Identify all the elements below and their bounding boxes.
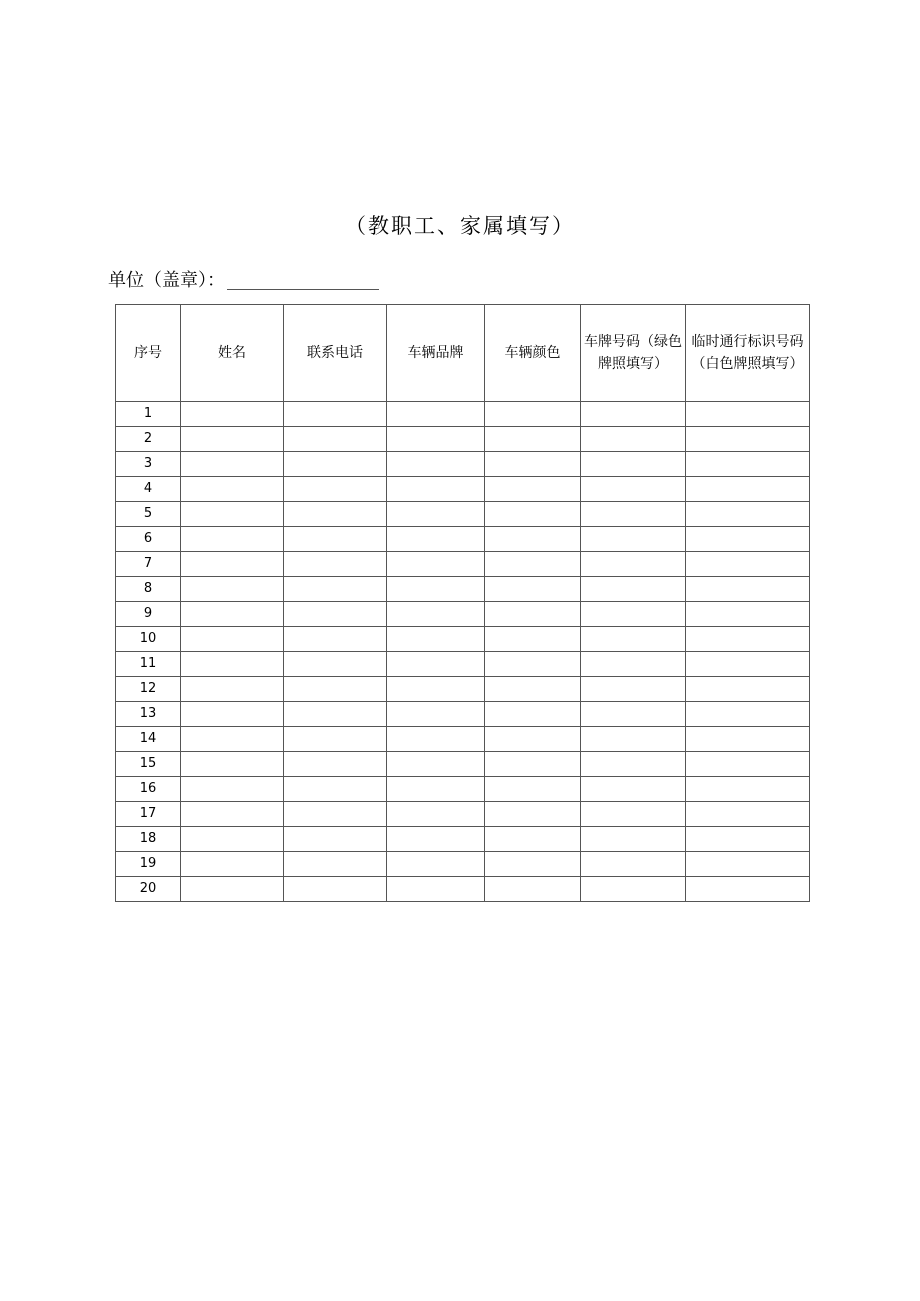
name-cell[interactable] (181, 677, 284, 702)
phone-cell[interactable] (284, 552, 387, 577)
color-cell[interactable] (485, 577, 581, 602)
pass-id-cell[interactable] (686, 752, 810, 777)
name-cell[interactable] (181, 502, 284, 527)
table-row (116, 477, 810, 502)
index-cell: 16 (116, 777, 181, 802)
brand-cell[interactable] (387, 552, 485, 577)
color-cell[interactable] (485, 477, 581, 502)
color-cell[interactable] (485, 602, 581, 627)
name-cell[interactable] (181, 602, 284, 627)
pass-id-cell[interactable] (686, 577, 810, 602)
index-cell: 15 (116, 752, 181, 777)
phone-cell[interactable] (284, 827, 387, 852)
pass-id-cell[interactable] (686, 452, 810, 477)
table-row (116, 752, 810, 777)
brand-cell[interactable] (387, 427, 485, 452)
table-row (116, 702, 810, 727)
phone-cell[interactable] (284, 802, 387, 827)
phone-cell[interactable] (284, 502, 387, 527)
index-cell: 2 (116, 427, 181, 452)
pass-id-cell[interactable] (686, 527, 810, 552)
index-cell: 3 (116, 452, 181, 477)
pass-id-cell[interactable] (686, 602, 810, 627)
phone-cell[interactable] (284, 427, 387, 452)
brand-cell[interactable] (387, 752, 485, 777)
header-phone: 联系电话 (284, 305, 387, 402)
phone-cell[interactable] (284, 452, 387, 477)
index-cell: 18 (116, 827, 181, 852)
name-cell[interactable] (181, 777, 284, 802)
plate-cell[interactable] (581, 727, 686, 752)
brand-cell[interactable] (387, 402, 485, 427)
plate-cell[interactable] (581, 477, 686, 502)
plate-cell[interactable] (581, 852, 686, 877)
name-cell[interactable] (181, 627, 284, 652)
name-cell[interactable] (181, 852, 284, 877)
table-row (116, 877, 810, 902)
index-cell: 20 (116, 877, 181, 902)
brand-cell[interactable] (387, 827, 485, 852)
index-cell: 12 (116, 677, 181, 702)
plate-cell[interactable] (581, 827, 686, 852)
table-row (116, 652, 810, 677)
brand-cell[interactable] (387, 852, 485, 877)
vehicle-registration-table (115, 304, 810, 902)
table-row (116, 552, 810, 577)
name-cell[interactable] (181, 702, 284, 727)
index-cell: 17 (116, 802, 181, 827)
pass-id-cell[interactable] (686, 702, 810, 727)
name-cell[interactable] (181, 402, 284, 427)
plate-cell[interactable] (581, 452, 686, 477)
index-cell: 19 (116, 852, 181, 877)
brand-cell[interactable] (387, 727, 485, 752)
index-cell: 4 (116, 477, 181, 502)
plate-cell[interactable] (581, 552, 686, 577)
name-cell[interactable] (181, 527, 284, 552)
table-row (116, 402, 810, 427)
name-cell[interactable] (181, 752, 284, 777)
index-cell: 8 (116, 577, 181, 602)
header-name: 姓名 (181, 305, 284, 402)
index-cell: 13 (116, 702, 181, 727)
brand-cell[interactable] (387, 877, 485, 902)
table-row (116, 852, 810, 877)
phone-cell[interactable] (284, 677, 387, 702)
plate-cell[interactable] (581, 602, 686, 627)
table-row (116, 427, 810, 452)
table-row (116, 777, 810, 802)
color-cell[interactable] (485, 427, 581, 452)
table-row (116, 577, 810, 602)
header-index: 序号 (116, 305, 181, 402)
pass-id-cell[interactable] (686, 877, 810, 902)
name-cell[interactable] (181, 802, 284, 827)
color-cell[interactable] (485, 652, 581, 677)
phone-cell[interactable] (284, 627, 387, 652)
color-cell[interactable] (485, 877, 581, 902)
plate-cell[interactable] (581, 777, 686, 802)
color-cell[interactable] (485, 502, 581, 527)
plate-cell[interactable] (581, 627, 686, 652)
table-body (116, 402, 810, 902)
phone-cell[interactable] (284, 577, 387, 602)
table-row (116, 627, 810, 652)
index-cell: 5 (116, 502, 181, 527)
pass-id-cell[interactable] (686, 727, 810, 752)
brand-cell[interactable] (387, 577, 485, 602)
color-cell[interactable] (485, 777, 581, 802)
form-title: （教职工、家属填写） (345, 214, 575, 238)
color-cell[interactable] (485, 752, 581, 777)
phone-cell[interactable] (284, 702, 387, 727)
name-cell[interactable] (181, 727, 284, 752)
unit-label: 单位（盖章）： (108, 270, 225, 291)
color-cell[interactable] (485, 552, 581, 577)
brand-cell[interactable] (387, 452, 485, 477)
table-row (116, 827, 810, 852)
color-cell[interactable] (485, 402, 581, 427)
brand-cell[interactable] (387, 502, 485, 527)
brand-cell[interactable] (387, 652, 485, 677)
index-cell: 11 (116, 652, 181, 677)
phone-cell[interactable] (284, 477, 387, 502)
brand-cell[interactable] (387, 677, 485, 702)
pass-id-cell[interactable] (686, 552, 810, 577)
color-cell[interactable] (485, 827, 581, 852)
color-cell[interactable] (485, 727, 581, 752)
phone-cell[interactable] (284, 727, 387, 752)
index-cell: 10 (116, 627, 181, 652)
phone-cell[interactable] (284, 652, 387, 677)
pass-id-cell[interactable] (686, 652, 810, 677)
plate-cell[interactable] (581, 527, 686, 552)
pass-id-cell[interactable] (686, 502, 810, 527)
table-row (116, 502, 810, 527)
plate-cell[interactable] (581, 802, 686, 827)
phone-cell[interactable] (284, 527, 387, 552)
table-row (116, 452, 810, 477)
table-row (116, 802, 810, 827)
unit-stamp-line (108, 266, 379, 294)
phone-cell[interactable] (284, 402, 387, 427)
plate-cell[interactable] (581, 577, 686, 602)
plate-cell[interactable] (581, 652, 686, 677)
brand-cell[interactable] (387, 802, 485, 827)
name-cell[interactable] (181, 427, 284, 452)
header-brand: 车辆品牌 (387, 305, 485, 402)
plate-cell[interactable] (581, 752, 686, 777)
pass-id-cell[interactable] (686, 402, 810, 427)
plate-cell[interactable] (581, 427, 686, 452)
index-cell: 7 (116, 552, 181, 577)
table-header-row (116, 305, 810, 402)
name-cell[interactable] (181, 652, 284, 677)
index-cell: 14 (116, 727, 181, 752)
pass-id-cell[interactable] (686, 427, 810, 452)
pass-id-cell[interactable] (686, 627, 810, 652)
index-cell: 9 (116, 602, 181, 627)
index-cell: 6 (116, 527, 181, 552)
brand-cell[interactable] (387, 527, 485, 552)
color-cell[interactable] (485, 452, 581, 477)
plate-cell[interactable] (581, 402, 686, 427)
pass-id-cell[interactable] (686, 802, 810, 827)
name-cell[interactable] (181, 477, 284, 502)
name-cell[interactable] (181, 827, 284, 852)
unit-blank-field[interactable] (227, 267, 379, 290)
name-cell[interactable] (181, 552, 284, 577)
color-cell[interactable] (485, 852, 581, 877)
table-row (116, 727, 810, 752)
pass-id-cell[interactable] (686, 827, 810, 852)
plate-cell[interactable] (581, 702, 686, 727)
header-color: 车辆颜色 (485, 305, 581, 402)
plate-cell[interactable] (581, 677, 686, 702)
table-row (116, 602, 810, 627)
color-cell[interactable] (485, 802, 581, 827)
brand-cell[interactable] (387, 777, 485, 802)
color-cell[interactable] (485, 627, 581, 652)
phone-cell[interactable] (284, 852, 387, 877)
pass-id-cell[interactable] (686, 477, 810, 502)
brand-cell[interactable] (387, 702, 485, 727)
name-cell[interactable] (181, 452, 284, 477)
phone-cell[interactable] (284, 602, 387, 627)
brand-cell[interactable] (387, 477, 485, 502)
brand-cell[interactable] (387, 627, 485, 652)
header-pass-id: 临时通行标识号码（白色牌照填写） (686, 305, 810, 402)
phone-cell[interactable] (284, 752, 387, 777)
color-cell[interactable] (485, 702, 581, 727)
phone-cell[interactable] (284, 777, 387, 802)
phone-cell[interactable] (284, 877, 387, 902)
table-row (116, 527, 810, 552)
color-cell[interactable] (485, 527, 581, 552)
name-cell[interactable] (181, 877, 284, 902)
table-row (116, 677, 810, 702)
brand-cell[interactable] (387, 602, 485, 627)
header-plate: 车牌号码（绿色牌照填写） (581, 305, 686, 402)
pass-id-cell[interactable] (686, 777, 810, 802)
pass-id-cell[interactable] (686, 852, 810, 877)
plate-cell[interactable] (581, 502, 686, 527)
index-cell: 1 (116, 402, 181, 427)
plate-cell[interactable] (581, 877, 686, 902)
color-cell[interactable] (485, 677, 581, 702)
pass-id-cell[interactable] (686, 677, 810, 702)
name-cell[interactable] (181, 577, 284, 602)
